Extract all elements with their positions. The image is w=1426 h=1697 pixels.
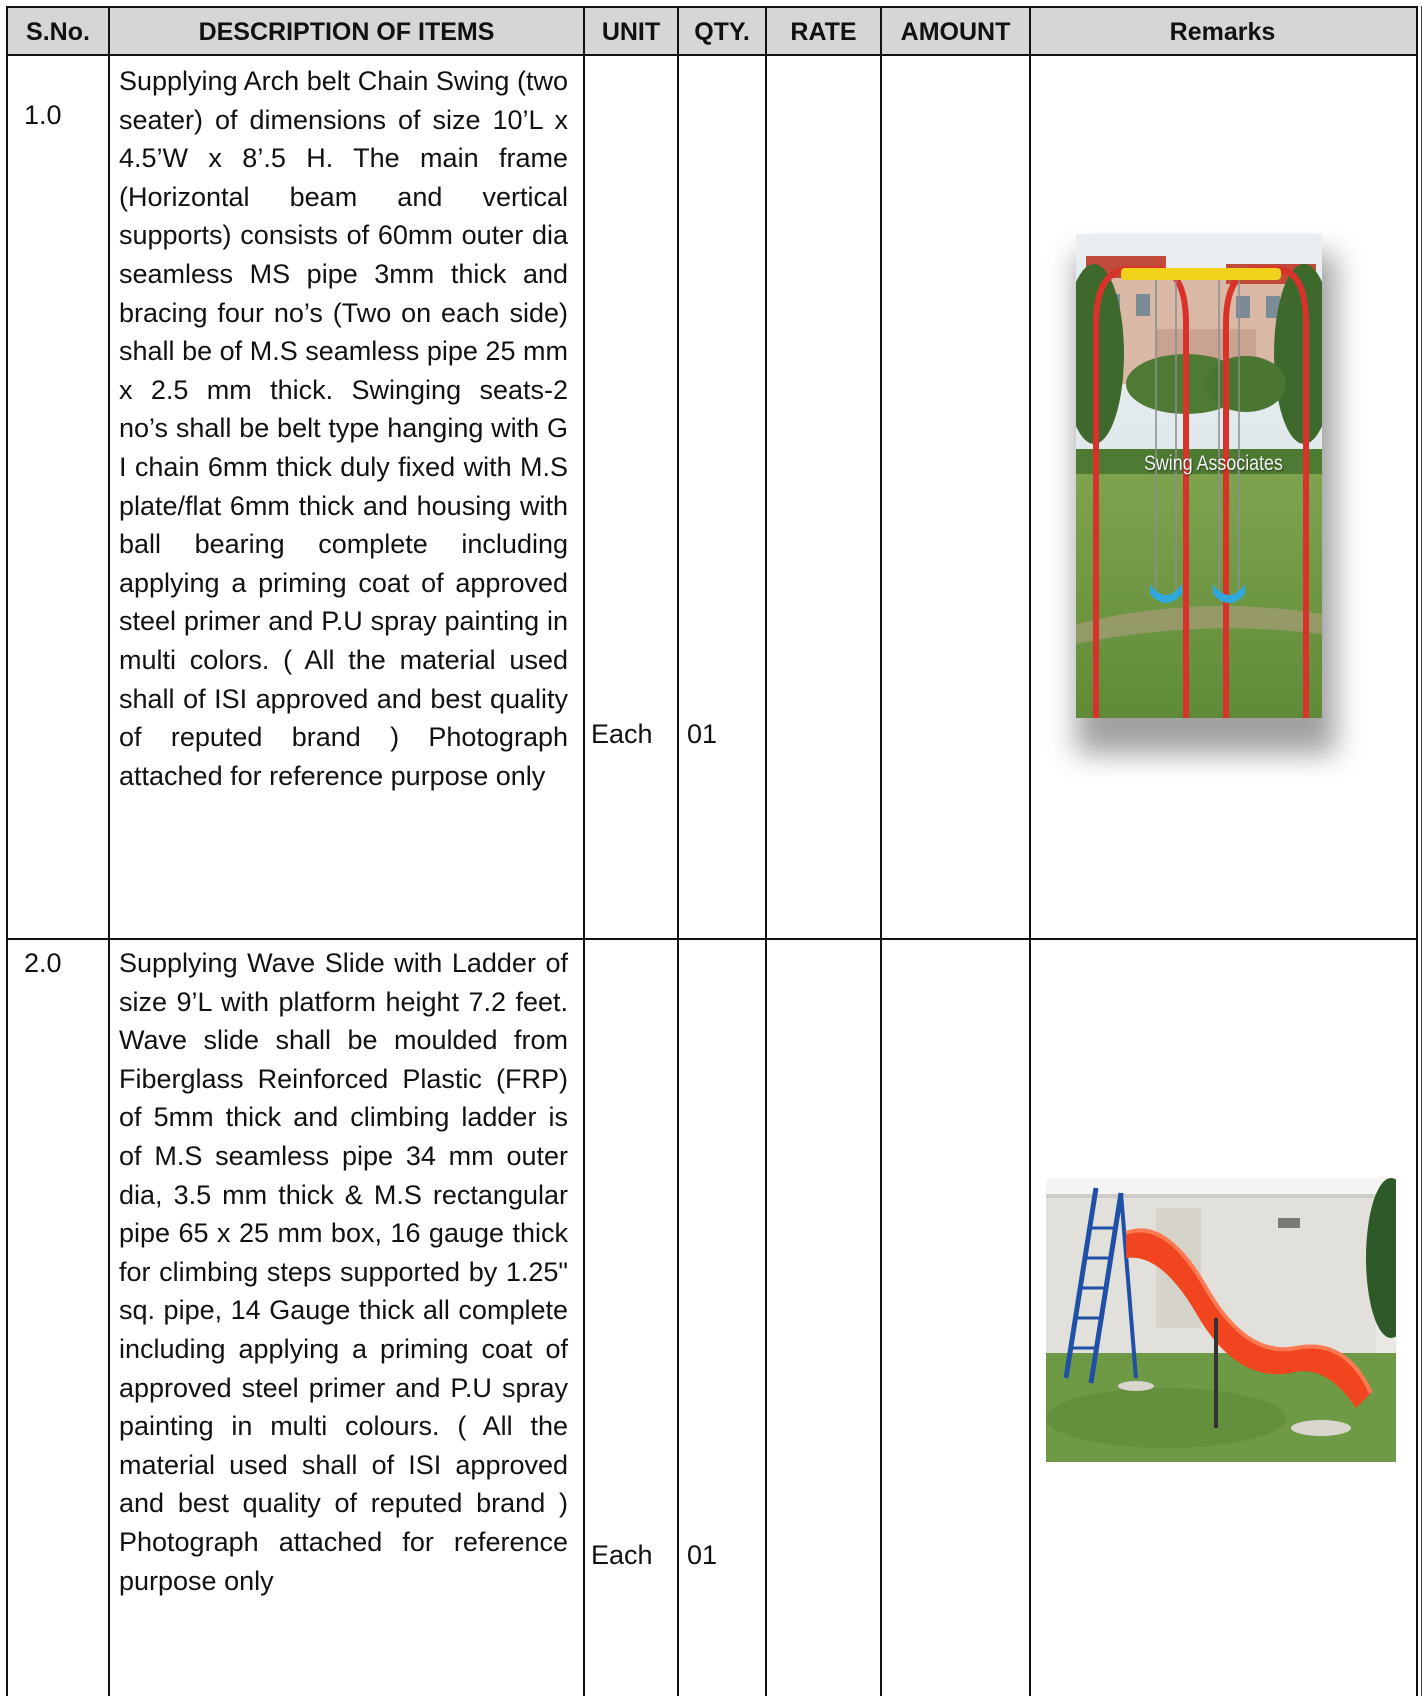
- col-divider-6: [1029, 6, 1031, 1696]
- swing-photo-watermark: Swing Associates: [1144, 452, 1283, 475]
- row-2-description: Supplying Wave Slide with Ladder of size 9’L with platform height 7.2 feet. Wave slide shall be moulded from Fiberglass Reinforced Plastic (FRP) of 5mm thick and climbing ladder is of M.S seamless pipe 34 mm outer dia, 3.5 mm thick & M.S rectangular pipe 65 x 25 mm box, 16 gauge thick for climbing steps supported by 1.25" sq. pipe, 14 Gauge thick all complete including applying a priming coat of approved steel primer and P.U spray painting in multi colours. ( All the material used shall of ISI approved and best quality of reputed brand ) Photograph attached for reference purpose only: [119, 948, 568, 1596]
- arch-swing-image: [1076, 234, 1322, 718]
- row-2-sno: 2.0: [24, 948, 62, 978]
- header-unit: UNIT: [601, 18, 661, 46]
- header-sno: S.No.: [26, 18, 90, 46]
- row-2-unit: Each: [591, 1540, 653, 1570]
- header-qty: QTY.: [694, 18, 750, 46]
- row-1-description: Supplying Arch belt Chain Swing (two seater) of dimensions of size 10’L x 4.5’W x 8’.5 H. The main frame (Horizontal beam and vertical supports) consists of 60mm outer dia seamless MS pipe 3mm thick and bracing four no’s (Two on each side) shall be of M.S seamless pipe 25 mm x 2.5 mm thick. Swinging seats-2 no’s shall be belt type hanging with G I chain 6mm thick duly fixed with M.S plate/flat 6mm thick and housing with ball bearing complete including applying a priming coat of approved steel primer and P.U spray painting in multi colors. ( All the material used shall of ISI approved and best quality of reputed brand ) Photograph attached for reference purpose only: [119, 66, 568, 791]
- swing-photo: [1076, 234, 1322, 718]
- col-divider-5: [880, 6, 882, 1696]
- col-divider-3: [677, 6, 679, 1696]
- col-border-right-outer: [1421, 6, 1422, 1696]
- row-2-qty: 01: [687, 1540, 718, 1570]
- header-rate: RATE: [790, 18, 857, 46]
- header-amount: AMOUNT: [900, 18, 1011, 46]
- row-1-unit: Each: [591, 719, 653, 749]
- col-divider-4: [765, 6, 767, 1696]
- col-divider-2: [583, 6, 585, 1696]
- items-table: [6, 6, 1418, 1696]
- wave-slide-image: [1046, 1178, 1396, 1462]
- header-remarks: Remarks: [1169, 18, 1276, 46]
- row-1-sno: 1.0: [24, 100, 62, 130]
- header-description: DESCRIPTION OF ITEMS: [198, 18, 495, 46]
- row-divider: [6, 938, 1418, 940]
- col-border-left: [6, 6, 8, 1696]
- slide-photo: [1046, 1178, 1396, 1462]
- col-divider-1: [108, 6, 110, 1696]
- row-1-qty: 01: [687, 719, 718, 749]
- table-border-top: [6, 6, 1418, 8]
- header-divider: [6, 54, 1418, 56]
- col-border-right: [1416, 6, 1418, 1696]
